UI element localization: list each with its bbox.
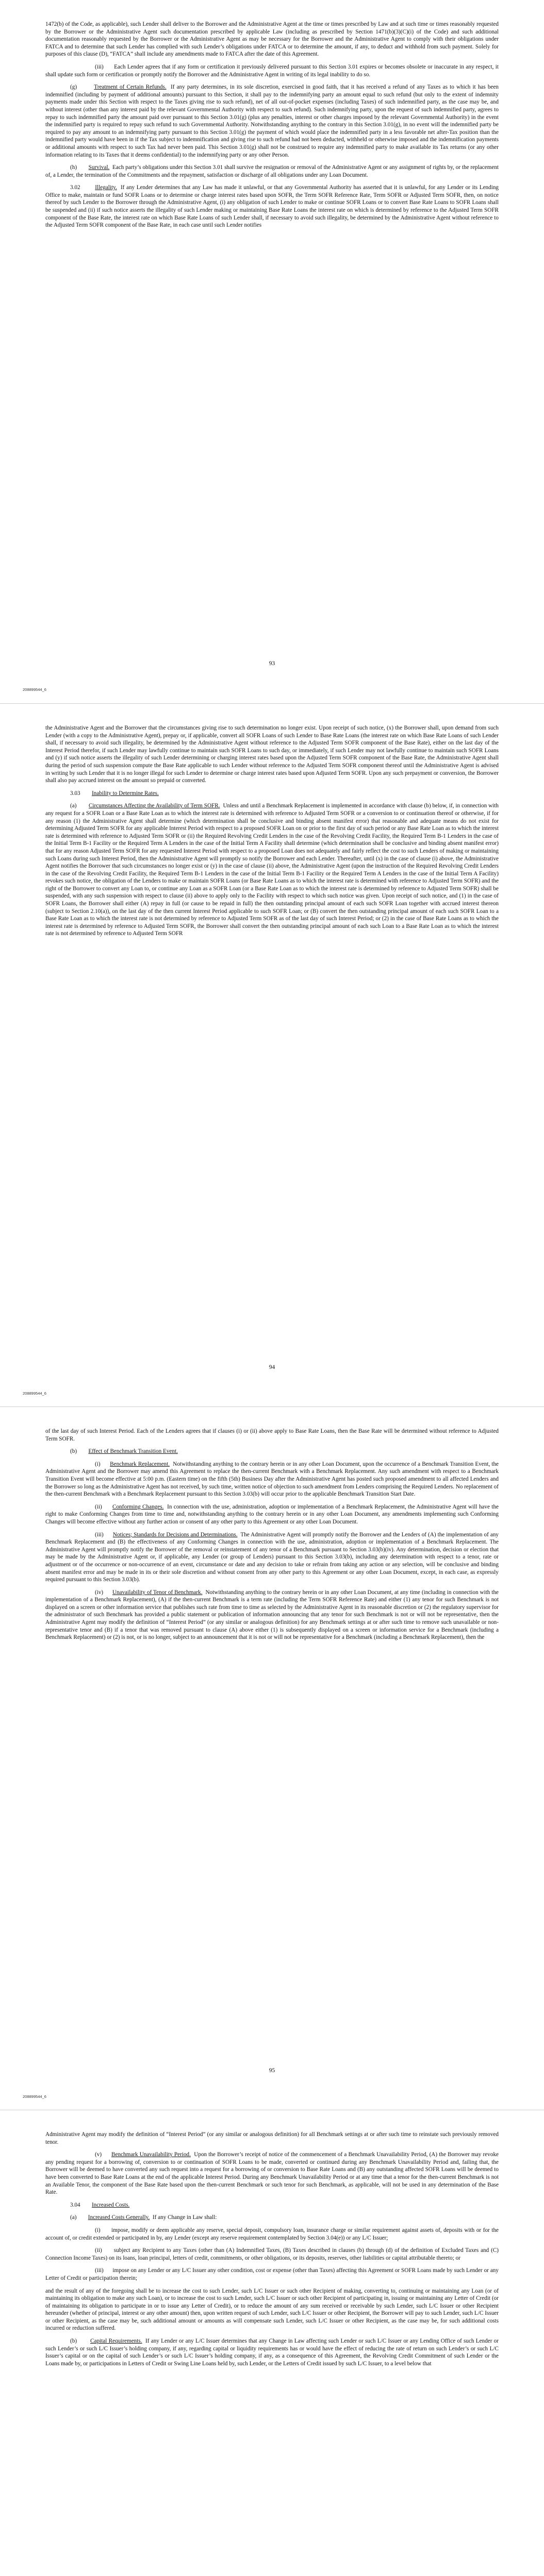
paragraph: (ii) Conforming Changes. In connection with the use, administration, adoption or implementation of a Benchmark Replacement, the Administrative Agent will have the right to make Conforming Changes from time to time and, notwithstanding anything to the contrary herein or in any other Loan Document, any amendments implementing such Conforming Changes will become effective without any further action or consent of any other party to this Agreement or any other Loan Document. [45,1503,499,1525]
section-heading: Circumstances Affecting the Availability of Term SOFR. [88,803,220,809]
document-page [0,2110,544,2576]
page-number: 93 [269,660,275,667]
document-page [0,0,544,703]
section-heading: Benchmark Unavailability Period. [111,2151,191,2158]
paragraph: 3.04 Increased Costs. [70,2201,130,2208]
page-content [45,1428,499,1647]
page-content [45,724,499,943]
paragraph: (a) Circumstances Affecting the Availability of Term SOFR. Unless and until a Benchmark Replacement is implemented in accordance with clause (b) below, if, in connection with any request for a SOFR Loan or a Base Rate Loan as to which the interest rate is determined with reference to Adjusted Term SOFR or a conversion to or continuation thereof or otherwise, if for any reason (1) the Administrative Agent shall determine (which determination shall be conclusive and binding absent manifest error) that reasonable and adequate means do not exist for determining Adjusted Term SOFR for any applicable Interest Period with respect to a proposed SOFR Loan on or prior to the first day of such period or any Base Rate Loan as to which the interest rate is determined with reference to Adjusted Term SOFR or (ii) the Required Revolving Credit Lenders in the case of the Revolving Credit Facility, the Required Term B-1 Lenders in the case of the Initial Term B-1 Facility or the Required Term A Lenders in the case of the Initial Term A Facility shall determine (which determination shall be conclusive and binding absent manifest error) that for any reason Adjusted Term SOFR for any requested Interest Period with respect to a proposed Loan does not adequately and fairly reflect the cost to such Lenders of making or maintaining such Loans during such Interest Period, then the Administrative Agent will promptly so notify the Borrower and each Lender. Thereafter, until (x) in the case of clause (i) above, the Administrative Agent notifies the Borrower that such circumstances no longer exist or (y) in the case of clause (ii) above, the Administrative Agent (upon the instruction of the Required Revolving Credit Lenders in the case of the Revolving Credit Facility, the Required Term B-1 Lenders in the case of the Initial Term B-1 Facility or the Required Term A Lenders in the case of the Initial Term A Facility) revokes such notice, the obligation of the Lenders to make or maintain SOFR Loans (or Base Rate Loans as to which the interest rate is determined with reference to Adjusted Term SOFR) and the right of the Borrower to convert any Loan to, or continue any Loan as a SOFR Loan (or a Base Rate Loan as to which the interest rate is determined by reference to Adjusted Term SOFR) shall be suspended, with any such suspension with respect to clause (ii) above to apply only to the Facility with respect to which such notice was given. Upon receipt of such notice, and (1) in the case of SOFR Loans, the Borrower shall either (A) repay in full (or cause to be repaid in full) the then outstanding principal amount of each such SOFR Loan together with accrued interest thereon (subject to Section 2.10(a)), on the last day of the then current Interest Period applicable to such SOFR Loan; or (B) convert the then outstanding principal amount of each such SOFR Loan to a Base Rate Loan as to which the interest rate is not determined by reference to Adjusted Term SOFR as of the last day of such Interest Period; or (2) in the case of Base Rate Loans as to which the interest rate is determined by reference to Adjusted Term SOFR, the Borrower shall convert the then outstanding principal amount of each such Loan to a Base Rate Loan as to which the interest rate is not determined by reference to Adjusted Term SOFR [45,803,499,937]
paragraph: Administrative Agent may modify the definition of “Interest Period” (or any similar or analogous definition) for all Benchmark settings at or after such time to reinstate such previously removed tenor. [45,2131,499,2145]
paragraph: (iii) impose on any Lender or any L/C Issuer any other condition, cost or expense (other than Taxes) affecting this Agreement or SOFR Loans made by such Lender or any Letter of Credit or participation therein; [45,2267,499,2281]
section-heading: Effect of Benchmark Transition Event. [88,1448,178,1455]
section-heading: Capital Requirements. [90,2338,142,2345]
paragraph: of the last day of such Interest Period. Each of the Lenders agrees that if clauses (i) or (ii) above apply to Base Rate Loans, then the Base Rate will be determined without reference to Adjusted Term SOFR. [45,1428,499,1442]
section-heading: Inability to Determine Rates. [91,790,159,796]
paragraph: (g) Treatment of Certain Refunds. If any party determines, in its sole discretion, exercised in good faith, that it has received a refund of any Taxes as to which it has been indemnified (including by payment of additional amounts) pursuant to this Section, it shall pay to the indemnifying party an amount equal to such refund (but only to the extent of indemnity payments made under this Section with respect to the Taxes giving rise to such refund), net of all out-of-pocket expenses (including Taxes) of such indemnified party, as the case may be, and without interest (other than any interest paid by the relevant Governmental Authority with respect to such refund). Such indemnifying party, upon the request of such indemnified party, agrees to repay to such indemnified party the amount paid over pursuant to this Section 3.01(g) (plus any penalties, interest or other charges imposed by the relevant Governmental Authority) in the event the indemnified party is required to repay such refund to such Governmental Authority. Notwithstanding anything to the contrary in this Section 3.01(g), in no event will the indemnified party be required to pay any amount to an indemnifying party pursuant to this Section 3.01(g) the payment of which would place the indemnified party in a less favorable net after-Tax position than the indemnified party would have been in if the Tax subject to indemnification and giving rise to such refund had not been deducted, withheld or otherwise imposed and the indemnification payments or additional amounts with respect to such Tax had never been paid. This Section 3.01(g) shall not be construed to require any indemnified party to make available its Tax returns (or any other information relating to its Taxes that it deems confidential) to the indemnifying party or any other Person. [45,84,499,158]
paragraph: (b) Capital Requirements. If any Lender or any L/C Issuer determines that any Change in Law affecting such Lender or such L/C Issuer or any Lending Office of such Lender or such Lender’s or such L/C Issuer’s holding company, if any, regarding capital or liquidity requirements has or would have the effect of reducing the rate of return on such Lender’s or such L/C Issuer’s capital or on the capital of such Lender’s or such L/C Issuer’s holding company, if any, as a consequence of this Agreement, the Revolving Credit Commitment of such Lender or the Loans made by, or participations in Letters of Credit or Swing Line Loans held by, such Lender, or the Letters of Credit issued by such L/C Issuer, to a level below that [45,2338,499,2367]
section-heading: Increased Costs. [91,2201,130,2208]
section-heading: Benchmark Replacement. [110,1461,170,1467]
document-id: 208899544_6 [23,1391,46,1396]
section-heading: Unavailability of Tenor of Benchmark. [112,1589,203,1596]
paragraph: (a) Increased Costs Generally. If any Change in Law shall: [70,2214,217,2221]
section-heading: Conforming Changes. [112,1503,164,1510]
document-id: 208899544_6 [23,687,46,692]
paragraph: (i) Benchmark Replacement. Notwithstanding anything to the contrary herein or in any other Loan Document, upon the occurrence of a Benchmark Transition Event, the Administrative Agent and the Borrower may amend this Agreement to replace the then-current Benchmark with a Benchmark Replacement. Any such amendment with respect to a Benchmark Transition Event will become effective at 5:00 p.m. (Eastern time) on the fifth (5th) Business Day after the Administrative Agent has posted such proposed amendment to all affected Lenders and the Borrower so long as the Administrative Agent has not received, by such time, written notice of objection to such amendment from Lenders comprising the Required Lenders. No replacement of the then-current Benchmark with a Benchmark Replacement pursuant to this Section 3.03(b) will occur prior to the applicable Benchmark Transition Start Date. [45,1461,499,1498]
section-heading: Treatment of Certain Refunds. [94,84,167,91]
paragraph: (b) Effect of Benchmark Transition Event. [70,1448,178,1455]
page-content [45,21,499,234]
document-page [0,1406,544,2110]
document-page [0,703,544,1407]
page-number: 95 [269,2067,275,2074]
paragraph: (i) impose, modify or deem applicable any reserve, special deposit, compulsory loan, insurance charge or similar requirement against assets of, deposits with or for the account of, or credit extended or participated in by, any Lender (except any reserve requirement contemplated by Section 3.04(e)) or any L/C Issuer; [45,2227,499,2241]
page-number: 94 [269,1364,275,1370]
paragraph: (iii) Each Lender agrees that if any form or certification it previously delivered pursuant to this Section 3.01 expires or becomes obsolete or inaccurate in any respect, it shall update such form or certification or promptly notify the Borrower and the Administrative Agent in writing of its legal inability to do so. [45,63,499,78]
section-heading: Illegality. [95,184,117,191]
paragraph: the Administrative Agent and the Borrower that the circumstances giving rise to such determination no longer exist. Upon receipt of such notice, (x) the Borrower shall, upon demand from such Lender (with a copy to the Administrative Agent), prepay or, if applicable, convert all SOFR Loans of such Lender to Base Rate Loans (the interest rate on which Base Rate Loans of such Lender shall, if necessary to avoid such illegality, be determined by the Administrative Agent without reference to the Adjusted Term SOFR component of the Base Rate), either on the last day of the Interest Period therefor, if such Lender may lawfully continue to maintain such SOFR Loans to such day, or immediately, if such Lender may not lawfully continue to maintain such SOFR Loans and (y) if such notice asserts the illegality of such Lender determining or charging interest rates based upon the Adjusted Term SOFR component of the Base Rate, the Administrative Agent shall during the period of such suspension compute the Base Rate applicable to such Lender without reference to the Adjusted Term SOFR component thereof until the Administrative Agent is advised in writing by such Lender that it is no longer illegal for such Lender to determine or charge interest rates based upon Adjusted Term SOFR. Upon any such prepayment or conversion, the Borrower shall also pay accrued interest on the amount so prepaid or converted. [45,725,499,784]
section-heading: Survival. [88,164,110,171]
section-heading: Increased Costs Generally. [88,2214,150,2221]
page-content [45,2131,499,2372]
section-heading: Notices; Standards for Decisions and Determinations. [112,1531,238,1538]
paragraph: (h) Survival. Each party’s obligations under this Section 3.01 shall survive the resignation or removal of the Administrative Agent or any assignment of rights by, or the replacement of, a Lender, the termination of the Commitments and the repayment, satisfaction or discharge of all obligations under any Loan Document. [45,164,499,178]
paragraph: 1472(b) of the Code, as applicable), such Lender shall deliver to the Borrower and the Administrative Agent at the time or times prescribed by Law and at such time or times reasonably requested by the Borrower or the Administrative Agent such documentation prescribed by applicable Law (including as prescribed by Section 1471(b)(3)(C)(i) of the Code) and such additional documentation reasonably requested by the Borrower or the Administrative Agent as may be necessary for the Borrower and the Administrative Agent to comply with their obligations under FATCA and to determine that such Lender has complied with such Lender’s obligations under FATCA or to determine the amount, if any, to deduct and withhold from such payment. Solely for purposes of this clause (D), “FATCA” shall include any amendments made to FATCA after the date of this Agreement. [45,21,499,58]
paragraph: 3.02 Illegality. If any Lender determines that any Law has made it unlawful, or that any Governmental Authority has asserted that it is unlawful, for any Lender or its Lending Office to make, maintain or fund SOFR Loans or to determine or charge interest rates based upon SOFR, the Term SOFR Reference Rate, Term SOFR or Adjusted Term SOFR, then, on notice thereof by such Lender to the Borrower through the Administrative Agent, (i) any obligation of such Lender to make or continue SOFR Loans or to convert Base Rate Loans to SOFR Loans shall be suspended and (ii) if such notice asserts the illegality of such Lender making or maintaining Base Rate Loans the interest rate on which is determined by reference to the Adjusted Term SOFR component of the Base Rate, the interest rate on which Base Rate Loans of such Lender shall, if necessary to avoid such illegality, be determined by the Administrative Agent without reference to the Adjusted Term SOFR component of the Base Rate, in each case until such Lender notifies [45,184,499,229]
paragraph: (iii) Notices; Standards for Decisions and Determinations. The Administrative Agent will promptly notify the Borrower and the Lenders of (A) the implementation of any Benchmark Replacement and (B) the effectiveness of any Conforming Changes in connection with the use, administration, adoption or implementation of a Benchmark Replacement. The Administrative Agent will promptly notify the Borrower of the removal or reinstatement of any tenor of a Benchmark pursuant to Section 3.03(b)(iv). Any determination, decision or election that may be made by the Administrative Agent or, if applicable, any Lender (or group of Lenders) pursuant to this Section 3.03(b), including any determination with respect to a tenor, rate or adjustment or of the occurrence or non-occurrence of an event, circumstance or date and any decision to take or refrain from taking any action or any selection, will be conclusive and binding absent manifest error and may be made in its or their sole discretion and without consent from any other party to this Agreement or any other Loan Document, except, in each case, as expressly required pursuant to this Section 3.03(b). [45,1531,499,1583]
paragraph: 3.03 Inability to Determine Rates. [70,790,159,796]
paragraph: (v) Benchmark Unavailability Period. Upon the Borrower’s receipt of notice of the commencement of a Benchmark Unavailability Period, (A) the Borrower may revoke any pending request for a borrowing of, conversion to or continuation of SOFR Loans to be made, converted or continued during any Benchmark Unavailability Period and, failing that, the Borrower will be deemed to have converted any such request into a request for a borrowing of or conversion to Base Rate Loans and (B) any outstanding affected SOFR Loans will be deemed to have been converted to Base Rate Loans at the end of the applicable Interest Period. During any Benchmark Unavailability Period or at any time that a tenor for the then-current Benchmark is not an Available Tenor, the component of the Base Rate based upon the then-current Benchmark or such tenor for such Benchmark, as applicable, will not be used in any determination of the Base Rate. [45,2151,499,2196]
paragraph: and the result of any of the foregoing shall be to increase the cost to such Lender, such L/C Issuer or such other Recipient of making, converting to, continuing or maintaining any Loan (or of maintaining its obligation to make any such Loan), or to increase the cost to such Lender, such L/C Issuer or such other Recipient of participating in, issuing or maintaining any Letter of Credit (or of maintaining its obligation to participate in or to issue any Letter of Credit), or to reduce the amount of any sum received or receivable by such Lender, such L/C Issuer or other Recipient hereunder (whether of principal, interest or any other amount) then, upon written request of such Lender, such L/C Issuer or other Recipient, the Borrower will pay to such Lender, such L/C Issuer or other Recipient, as the case may be, such additional amount or amounts as will compensate such Lender, such L/C Issuer or other Recipient, as the case may be, for such additional costs incurred or reduction suffered. [45,2287,499,2332]
document-id: 208899544_6 [23,2094,46,2099]
paragraph: (ii) subject any Recipient to any Taxes (other than (A) Indemnified Taxes, (B) Taxes described in clauses (b) through (d) of the definition of Excluded Taxes and (C) Connection Income Taxes) on its loans, loan principal, letters of credit, commitments, or other obligations, or its deposits, reserves, other liabilities or capital attributable thereto; or [45,2247,499,2261]
paragraph: (iv) Unavailability of Tenor of Benchmark. Notwithstanding anything to the contrary herein or in any other Loan Document, at any time (including in connection with the implementation of a Benchmark Replacement), (A) if the then-current Benchmark is a term rate (including the Term SOFR Reference Rate) and either (1) any tenor for such Benchmark is not displayed on a screen or other information service that publishes such rate from time to time as selected by the Administrative Agent in its reasonable discretion or (2) the regulatory supervisor for the administrator of such Benchmark has provided a public statement or publication of information announcing that any tenor for such Benchmark is not or will not be representative, then the Administrative Agent may modify the definition of “Interest Period” (or any similar or analogous definition) for any Benchmark settings at or after such time to remove such unavailable or non-representative tenor and (B) if a tenor that was removed pursuant to clause (A) above either (1) is subsequently displayed on a screen or information service for a Benchmark (including a Benchmark Replacement) or (2) is not, or is no longer, subject to an announcement that it is not or will not be representative for a Benchmark (including a Benchmark Replacement), then the [45,1589,499,1641]
